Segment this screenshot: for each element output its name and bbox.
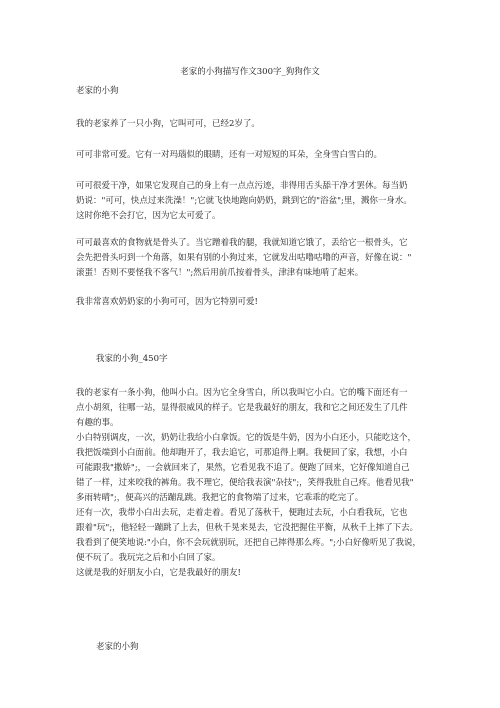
paragraph: 可可非常可爱。它有一对玛瑙似的眼睛，还有一对短短的耳朵，全身雪白雪白的。 (76, 150, 383, 160)
paragraph-line: 滚蛋！否则不要怪我不客气！";然后用前爪按着骨头，津津有味地啃了起来。 (76, 268, 364, 278)
paragraph-line: 小白特别调皮，一次，奶奶让我给小白拿饭。它的饭是牛奶，因为小白还小，只能吃这个， (76, 433, 417, 443)
paragraph-line: 还有一次，我带小白出去玩，走着走着。看见了荡秋千，便跑过去玩，小白看我玩，它也 (76, 508, 408, 518)
paragraph (76, 386, 428, 581)
paragraph-line: 多雨转晴";，便高兴的活蹦乱跳。我把它的食物端了过来，它乖乖的吃完了。 (76, 493, 364, 503)
section-heading: 老家的小狗 (76, 86, 119, 96)
paragraph-line: 跟着"玩";，他轻轻一蹦跳了上去，但秋千晃来晃去，它没把握住平衡，从秋千上摔了下去。 (76, 523, 419, 533)
paragraph-line: 会先把骨头叼到一个角落，如果有别的小狗过来，它就发出咕噜咕噜的声音，好像在说：" (76, 253, 412, 263)
paragraph-line: 我把饭端到小白面前。他却跑开了，我去追它，可那追得上啊。我便回了家，我想，小白 (76, 448, 408, 458)
paragraph-line: 有趣的事。 (76, 418, 119, 428)
page-title: 老家的小狗描写作文300字_狗狗作文 (180, 67, 320, 77)
section-heading: 我家的小狗_450字 (96, 354, 168, 364)
paragraph-line: 点小胡须，往哪一站，显得很威风的样子。它是我最好的朋友，我和它之间还发生了几件 (76, 403, 408, 413)
paragraph-line: 奶说："可可，快点过来洗澡！";它就飞快地跑向奶奶，跳到它的"浴盆";里，溅你一身水。 (76, 196, 412, 206)
section-heading: 老家的小狗 (96, 642, 139, 652)
paragraph-line: 错了一样，过来咬我的裤角。我不理它，便给我表演"杂技";，笑得我肚自己疼。他看见我" (76, 478, 414, 488)
paragraph-line: 这就是我的好朋友小白，它是我最好的朋友! (76, 568, 241, 578)
paragraph-line: 我的老家有一条小狗，他叫小白。因为它全身雪白，所以我叫它小白。它的嘴下面还有一 (76, 388, 408, 398)
paragraph-line: 可能跟我"撒娇";，一会就回来了，果然，它看见我不追了。便跑了回来，它好像知道自己 (76, 463, 410, 473)
paragraph-line: 我看到了便笑地说:"小白，你不会玩就别玩，还把自己摔得那么疼。";小白好像听见了我说， (76, 538, 422, 548)
paragraph (76, 236, 428, 281)
paragraph-line: 这时你绝不会打它，因为它太可爱了。 (76, 211, 221, 221)
paragraph (76, 179, 428, 224)
paragraph-line: 可可最喜欢的食物就是骨头了。当它蹭着我的腿，我就知道它饿了，丢给它一根骨头，它 (76, 238, 408, 248)
paragraph: 我的老家养了一只小狗，它叫可可，已经2岁了。 (76, 119, 260, 129)
paragraph-line: 可可很爱干净，如果它发现自己的身上有一点点污迹，非得用舌头舔干净才罢休。每当奶 (76, 181, 408, 191)
paragraph: 我非常喜欢奶奶家的小狗可可，因为它特别可爱! (76, 297, 258, 307)
paragraph-line: 便不玩了。我玩完之后和小白回了家。 (76, 553, 221, 563)
